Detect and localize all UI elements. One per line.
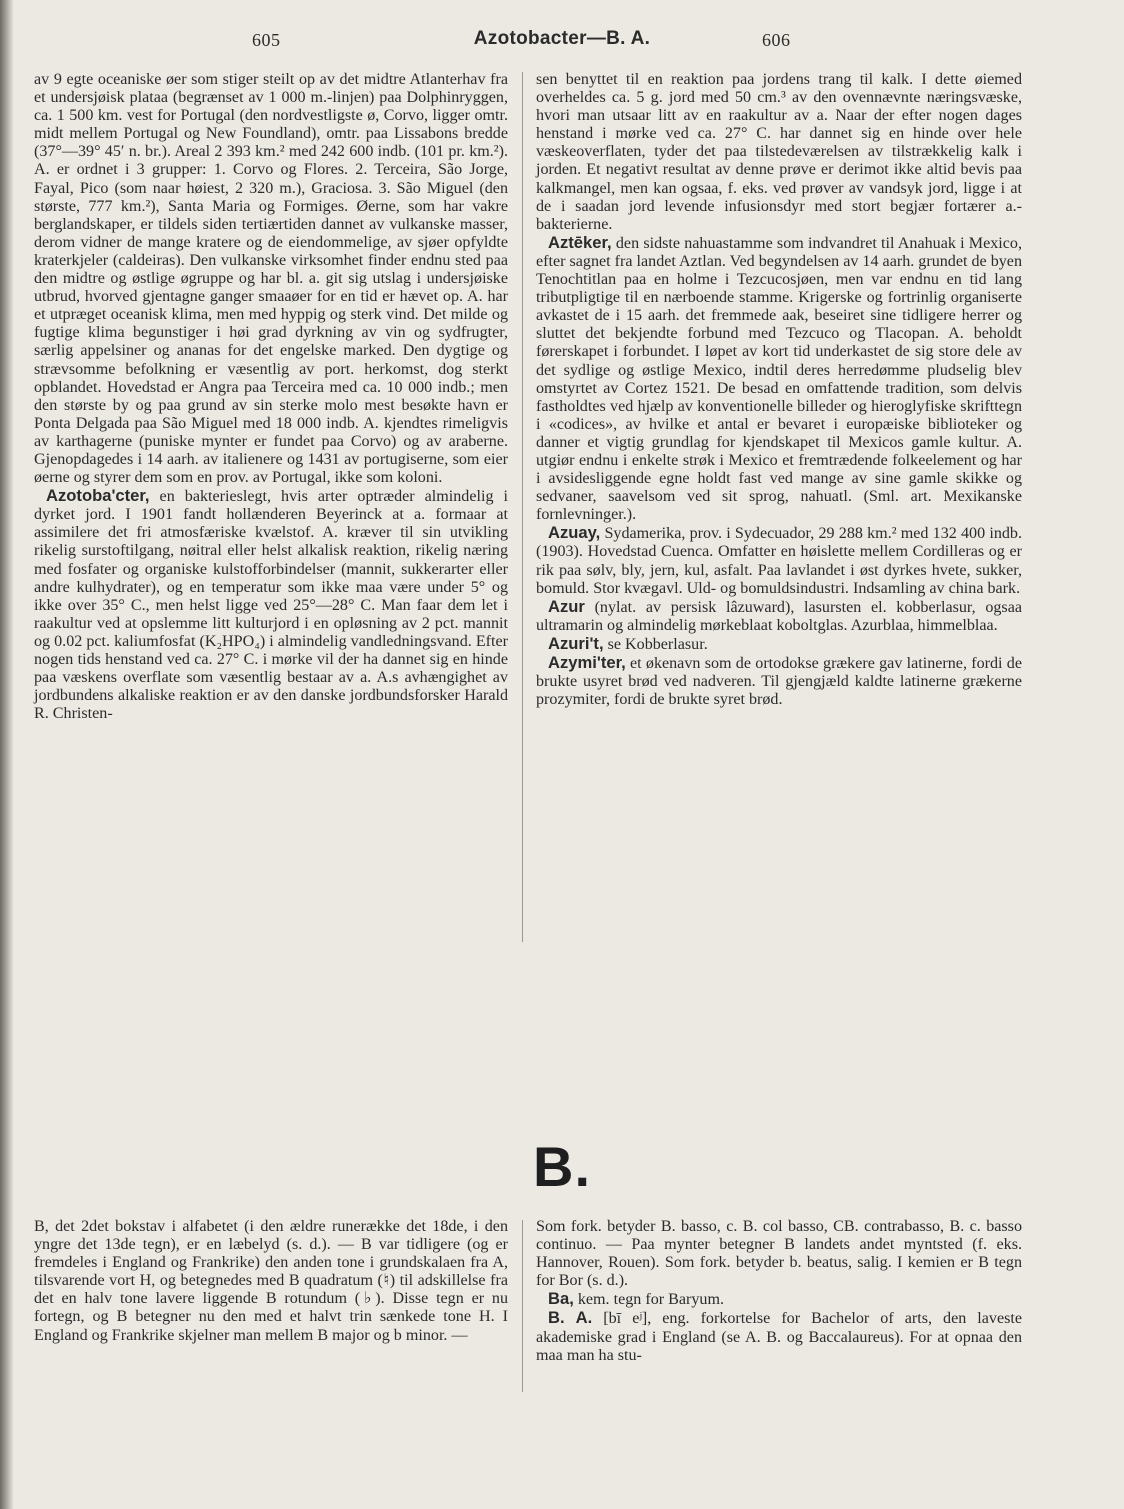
entry-headword: Azotoba'cter, xyxy=(46,486,150,506)
entry-headword: Azur xyxy=(548,596,585,616)
column-divider-bottom xyxy=(522,1220,523,1392)
entry-azteker xyxy=(536,234,1022,525)
page-number-left: 605 xyxy=(252,30,281,50)
entry-headword: Azuay, xyxy=(548,523,601,543)
page-header xyxy=(0,30,1124,56)
entry-text: Sydamerika, prov. i Sydecuador, 29 288 km.² med 132 400 indb. (1903). Hovedstad Cuenca. Omfatter en høislette mellem Cordilleras og er rik paa sølv, bly, jern, kul, asfalt. Paa lavlandet i øst dyrkes hvete, sukker, bomuld. Stor kvægavl. Uld- og bomuldsindustri. Indsamling av china bark. xyxy=(536,525,1022,597)
page-binding-shadow xyxy=(0,0,14,1509)
entry-b-continued xyxy=(536,1218,1022,1290)
entry-text: kem. tegn for Baryum. xyxy=(573,1291,724,1309)
page-number-right: 606 xyxy=(762,30,791,50)
entry-text: sen benyttet til en reaktion paa jordens trang til kalk. I dette øiemed overheldes ca. 5 g. jord med 50 cm.³ av den ovennævnte næringsvæske, hvori man utsaar litt av en raakultur av a. Naar der efter nogen dages henstand i mørke ved ca. 27° C. har dannet sig en hinde over hele væskeoverflaten, tyder det paa tilstedeværelsen av tilstrækkelig kalk i jorden. Et negativt resultat av denne prøve er derimot ikke altid bevis paa kalkmangel, men kan ogsaa, f. eks. ved prøver av vandsyk jord, ligge i at de i saadan jord levende infusionsdyr med stort begjær fortærer a.-bakterierne. xyxy=(536,71,1022,233)
entry-azymiter xyxy=(536,654,1022,709)
entry-azurit xyxy=(536,635,1022,654)
entry-azotobacter-continued xyxy=(536,71,1022,234)
column-divider-top xyxy=(522,72,523,942)
entry-azorer-continued xyxy=(34,71,508,487)
entry-text: [bī eʲ], eng. forkortelse for Bachelor of arts, den laveste akademiske grad i England (se A. B. og Baccalaureus). For at opnaa den maa man ha stu- xyxy=(536,1310,1022,1364)
entry-text: den sidste nahuastamme som indvandret til Anahuak i Mexico, efter sagnet fra landet Aztlan. Ved begyndelsen av 14 aarh. grundet de byen Tenochtitlan paa en holme i Tezcucosjøen, men var endnu en tid lang tributpligtige til en nærboende stamme. Krigerske og fortrinlig organiserte avkastet de i 15 aarh. det fremmede aak, beseiret sine tidligere herrer og sluttet det bekjendte forbund med Tezcuco og Tlacopan. A. beholdt førerskapet i forbundet. I løpet av kort tid underkastet de sig store dele av det sydlige og østlige Mexico, indtil deres herredømme pludselig blev omstyrtet av Cortez 1521. De besad en omfattende tradition, som delvis fastholdtes ved hjælp av konventionelle billeder og hieroglyfiske skrifttegn i «codices», av hvilke et antal er bevaret i europæiske biblioteker og danner et vigtig grundlag for kjendskapet til Mexicos gamle kultur. A. utgiør endnu i enkelte strøk i Mexico et fremtrædende folkeelement og har i avsidesliggende egne holdt fast ved mange av sine gamle skikke og sedvaner, saavelsom ved sit sprog, nahuatl. (Sml. art. Mexikanske fornlevninger.). xyxy=(536,234,1022,524)
entry-text: B, det 2det bokstav i alfabetet (i den ældre runerække det 18de, i den yngre det 13de tegn), er en læbelyd (s. d.). — B var tidligere (og er fremdeles i England og Frankrike) den anden tone i grundskalaen fra A, tilsvarende vort H, og betegnedes med B quadratum (♮) til adskillelse fra det en halv tone lavere liggende B rotundum (♭). Disse tegn er nu fortegn, og B betegner nu den med et halvt trin sænkede tone H. I England og Frankrike skjelner man mellem B major og b minor. — xyxy=(34,1218,508,1344)
entry-azur xyxy=(536,598,1022,635)
entry-b xyxy=(34,1218,508,1345)
entry-text: Som fork. betyder B. basso, c. B. col basso, CB. contrabasso, B. c. basso continuo. — Paa mynter betegner B landets andet myntsted (f. eks. Hannover, Rouen). Som fork. betyder b. beatus, salig. I kemien er B tegn for Bor (s. d.). xyxy=(536,1218,1022,1290)
entry-ba xyxy=(536,1290,1022,1309)
entry-headword: Azuri't, xyxy=(548,633,604,653)
section-letter: B. xyxy=(533,1135,591,1198)
entry-text: en bakterieslegt, hvis arter optræder almindelig i dyrket jord. I 1901 fandt hollænderen Beyerinck at a. formaar at assimilere det fri atmosfæriske kvælstof. A. kræver til sin utvikling rikelig surstoftilgang, nøitral eller helst alkalisk reaktion, rikelig næring med fosfater og organiske kulstofforbindelser (mannit, sukkerarter eller andre kulhydrater), og en temperatur som ikke maa være under 5° og ikke over 35° C., men helst ligge ved 25°—28° C. Man faar dem let i raakultur ved at opslemme litt kulturjord i en opløsning av 2 pct. mannit og 0.02 pct. kaliumfosfat (K₂HPO₄) i almindelig vandledningsvand. Efter nogen tids henstand ved ca. 27° C. i mørke vil der ha dannet sig en hinde paa væskens overflate som væsentlig bestaar av a. A.s avhængighet av jordbundens alkaliske reaktion er av den danske jordbundsforsker Harald R. Christen- xyxy=(34,488,508,723)
column-bottom-left xyxy=(34,1218,508,1345)
entry-b-a xyxy=(536,1309,1022,1364)
column-top-left xyxy=(34,71,508,723)
entry-text: se Kobberlasur. xyxy=(603,635,708,653)
running-head: Azotobacter—B. A. xyxy=(473,28,651,49)
entry-headword: Azymi'ter, xyxy=(548,653,626,672)
entry-headword: B. A. xyxy=(548,1308,593,1328)
entry-headword: Aztēker, xyxy=(548,232,612,252)
entry-headword: Ba, xyxy=(548,1289,574,1309)
entry-text: et økenavn som de ortodokse grækere gav latinerne, fordi de brukte usyret brød ved nadveren. Til gjengjæld kaldte latinerne grækerne prozymiter, fordi de brukte syret brød. xyxy=(536,655,1022,709)
column-top-right xyxy=(536,71,1022,709)
entry-azuay xyxy=(536,524,1022,597)
entry-text: (nylat. av persisk lâzuward), lasursten el. kobberlasur, ogsaa ultramarin og almindelig mørkeblaat koboltglas. Azurblaa, himmelblaa. xyxy=(536,598,1022,634)
entry-text: av 9 egte oceaniske øer som stiger steilt op av det midtre Atlanterhav fra et undersjøisk plataa (begrænset av 1 000 m.-linjen) paa Dolphinryggen, ca. 1 500 km. vest for Portugal (den nordvestligste ø, Corvo, ligger omtr. midt mellem Portugal og New Foundland), omtr. paa Lissabons bredde (37°—39° 45′ n. br.). Areal 2 393 km.² med 242 600 indb. (101 pr. km.²). A. er ordnet i 3 grupper: 1. Corvo og Flores. 2. Terceira, São Jorge, Fayal, Pico (som naar høiest, 2 320 m.), Graciosa. 3. São Miguel (den største, 777 km.²), Santa Maria og Formiges. Øerne, som har vakre berglandskaper, er tildels siden tertiærtiden dannet av vulkanske masser, derom vidner de mange kratere og de eiendommelige, av sjøer opfyldte kraterkjeler (caldeiras). Den vulkanske virksomhet finder endnu sted paa den midtre og østlige øgruppe og har bl. a. git sig utslag i undersjøiske utbrud, hvorved gjentagne ganger smaaøer for en tid er hævet op. A. har et utpræget oceanisk klima, men med hyppig og sterk vind. Det milde og fugtige klima begunstiger i høi grad dyrkning av vin og sydfrugter, særlig appelsiner og ananas for det engelske marked. Den dygtige og strævsomme befolkning er væsentlig av port. herkomst, dog sterkt opblandet. Hovedstad er Angra paa Terceira med ca. 10 000 indb.; men den største by og paa grund av sin sterke molo mest besøkte havn er Ponta Delgada paa São Miguel med 18 000 indb. A. kjendtes rimeligvis av karthagerne (puniske mynter er fundet paa Corvo) og av araberne. Gjenopdagedes i 14 aarh. av italienere og 1431 av portugiserne, som eier øerne og styrer dem som en prov. av Portugal, ikke som koloni. xyxy=(34,71,508,487)
column-bottom-right xyxy=(536,1218,1022,1365)
entry-azotobacter xyxy=(34,487,508,723)
